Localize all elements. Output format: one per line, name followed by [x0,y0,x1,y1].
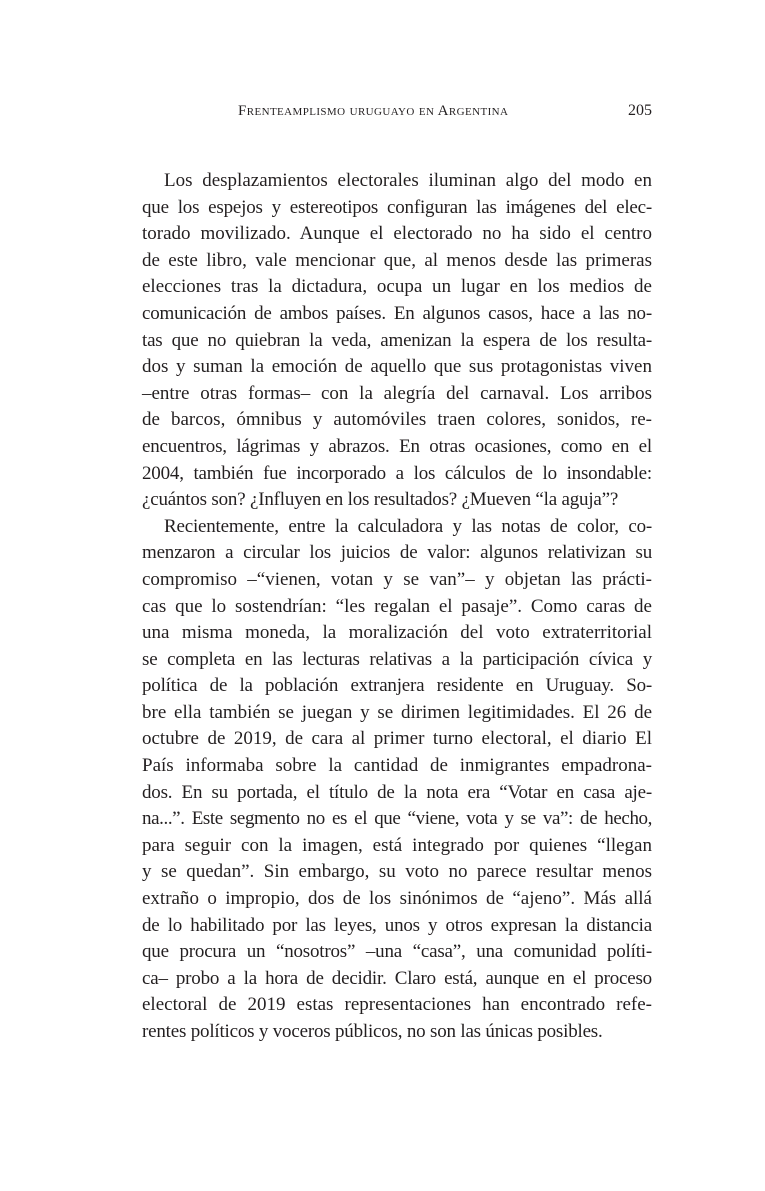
page-number: 205 [628,102,652,119]
body-text [142,168,652,1046]
text-line: octubre de 2019, de cara al primer turno electoral, el diario El [142,728,652,750]
paragraph-2 [142,514,652,1046]
text-line: comunicación de ambos países. En algunos casos, hace a las no- [142,302,652,324]
text-line: na...”. Este segmento no es el que “viene, vota y se va”: de hecho, [142,808,652,830]
text-line: de lo habilitado por las leyes, unos y otros expresan la distancia [142,914,652,936]
text-line: rentes políticos y voceros públicos, no son las únicas posibles. [142,1021,603,1042]
text-line: 2004, también fue incorporado a los cálculos de lo insondable: [142,462,652,484]
text-line: dos y suman la emoción de aquello que sus protagonistas viven [142,356,652,378]
text-line: y se quedan”. Sin embargo, su voto no parece resultar menos [142,861,652,883]
text-line: menzaron a circular los juicios de valor: algunos relativizan su [142,542,652,564]
text-line: política de la población extranjera residente en Uruguay. So- [142,675,652,697]
text-line: cas que lo sostendrían: “les regalan el pasaje”. Como caras de [142,595,652,617]
text-line: torado movilizado. Aunque el electorado no ha sido el centro [142,223,652,245]
text-line: encuentros, lágrimas y abrazos. En otras ocasiones, como en el [142,435,652,457]
text-line: tas que no quiebran la veda, amenizan la espera de los resulta- [142,329,652,351]
text-line: de barcos, ómnibus y automóviles traen colores, sonidos, re- [142,409,652,431]
text-line: dos. En su portada, el título de la nota era “Votar en casa aje- [142,781,652,803]
text-line: que procura un “nosotros” –una “casa”, una comunidad políti- [142,941,652,963]
text-line: ¿cuántos son? ¿Influyen en los resultados? ¿Mueven “la aguja”? [142,489,619,511]
text-line: extraño o impropio, dos de los sinónimos de “ajeno”. Más allá [142,888,652,910]
text-line: para seguir con la imagen, está integrado por quienes “llegan [142,834,652,856]
text-line: –entre otras formas– con la alegría del carnaval. Los arribos [142,382,652,404]
text-line: una misma moneda, la moralización del voto extraterritorial [142,622,652,644]
text-line: bre ella también se juegan y se dirimen legitimidades. El 26 de [142,701,652,723]
running-title: Frenteamplismo uruguayo en Argentina [238,103,509,119]
text-line: Recientemente, entre la calculadora y las notas de color, co- [164,515,652,537]
text-line: electoral de 2019 estas representaciones han encontrado refe- [142,994,652,1016]
text-line: se completa en las lecturas relativas a la participación cívica y [142,648,652,670]
running-head [142,99,652,123]
text-line: elecciones tras la dictadura, ocupa un lugar en los medios de [142,276,652,298]
text-line: ca– probo a la hora de decidir. Claro está, aunque en el proceso [142,967,652,989]
paragraph-1 [142,168,652,514]
text-line: que los espejos y estereotipos configuran las imágenes del elec- [142,196,652,218]
text-line: País informaba sobre la cantidad de inmigrantes empadrona- [142,755,652,777]
text-line: compromiso –“vienen, votan y se van”– y objetan las prácti- [142,568,652,590]
text-line: Los desplazamientos electorales iluminan algo del modo en [164,170,652,191]
text-line: de este libro, vale mencionar que, al menos desde las primeras [142,249,652,271]
